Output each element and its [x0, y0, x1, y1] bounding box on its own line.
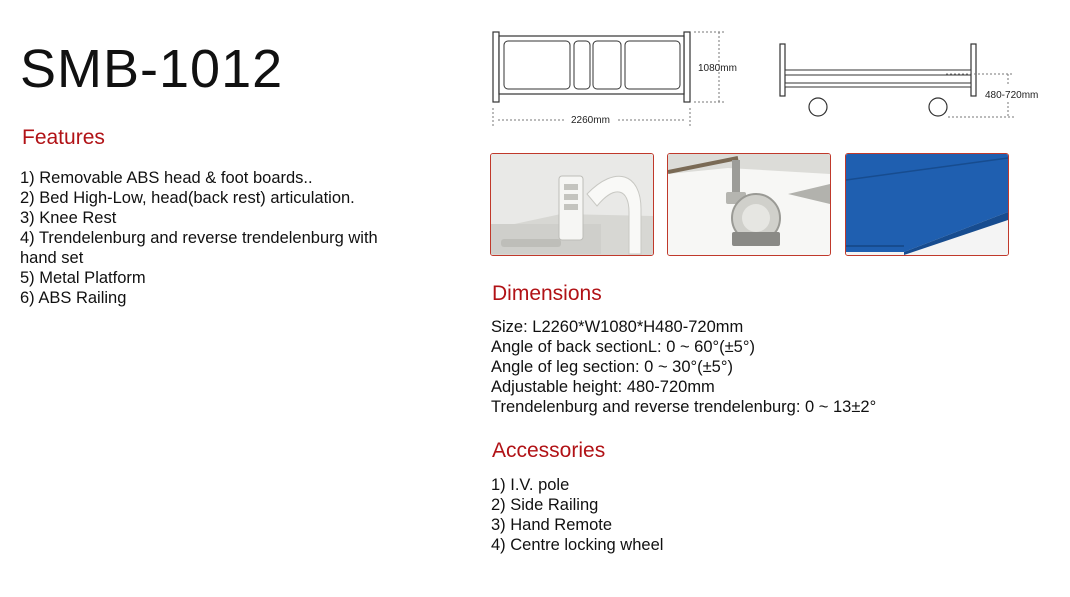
accessory-item: 4) Centre locking wheel — [491, 536, 664, 554]
feature-item: 2) Bed High-Low, head(back rest) articulation. — [20, 189, 355, 207]
front-height-label: 1080mm — [698, 63, 737, 74]
feature-item: 4) Trendelenburg and reverse trendelenburg with hand set — [20, 229, 378, 267]
features-heading: Features — [22, 126, 105, 149]
side-height-label: 480-720mm — [985, 90, 1039, 101]
accessories-list — [491, 475, 663, 555]
accessory-item: 2) Side Railing — [491, 496, 599, 514]
dimension-item: Angle of leg section: 0 ~ 30°(±5°) — [491, 358, 733, 376]
product-title: SMB-1012 — [20, 39, 284, 99]
accessory-item: 3) Hand Remote — [491, 516, 613, 534]
accessory-item: 1) I.V. pole — [491, 476, 570, 494]
mattress-photo — [845, 153, 1009, 256]
dimensions-heading: Dimensions — [492, 282, 602, 305]
dimension-item: Trendelenburg and reverse trendelenburg: 0 ~ 13±2° — [491, 398, 877, 416]
dimension-item: Angle of back sectionL: 0 ~ 60°(±5°) — [491, 338, 755, 356]
headboard-photo — [490, 153, 654, 256]
front-view-diagram — [488, 28, 748, 130]
side-view-diagram — [776, 40, 1016, 120]
feature-item: 6) ABS Railing — [20, 289, 127, 307]
accessories-heading: Accessories — [492, 439, 606, 462]
feature-item: 1) Removable ABS head & foot boards.. — [20, 169, 313, 187]
dimension-item: Adjustable height: 480-720mm — [491, 378, 715, 396]
features-list — [20, 168, 380, 308]
caster-wheel-photo — [667, 153, 831, 256]
front-length-label: 2260mm — [571, 115, 610, 126]
dimension-item: Size: L2260*W1080*H480-720mm — [491, 318, 744, 336]
feature-item: 3) Knee Rest — [20, 209, 117, 227]
dimensions-list — [491, 317, 876, 417]
feature-item: 5) Metal Platform — [20, 269, 146, 287]
